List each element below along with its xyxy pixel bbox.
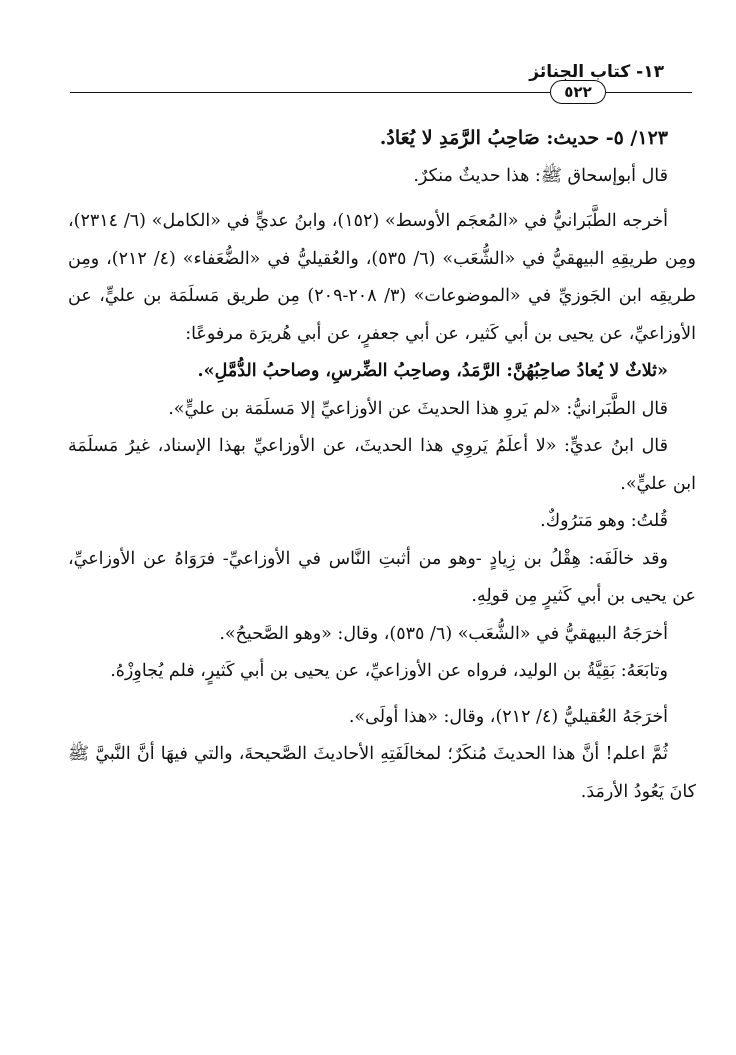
header-rule-right (606, 92, 692, 93)
header-rule-left (70, 92, 550, 93)
paragraph-conclusion: ثُمَّ اعلم! أنَّ هذا الحديثَ مُنكَرٌ؛ لمخالَفَتِهِ الأحاديثَ الصَّحيحةَ، والتي فيهَا أنَّ النَّبيَّ ﷺ كانَ يَعُودُ الأرمَدَ. (68, 744, 696, 802)
entry-title: ١٢٣/ ٥- حديث: صَاحِبُ الرَّمَدِ لا يُعَادُ. (379, 127, 668, 149)
paragraph-uqayli: أخرَجَهُ العُقيليُّ (٤/ ٢١٢)، وقال: «هذا أولَى». (348, 706, 668, 727)
paragraph-verdict: قال أبوإسحاق ﷺ: هذا حديثٌ منكرٌ. (413, 165, 668, 186)
page-header (0, 0, 736, 110)
chapter-title: ١٣- كتاب الجنائز (529, 62, 664, 82)
paragraph-bayhaqi: أخرَجَهُ البيهقيُّ في «الشُّعَب» (٦/ ٥٣٥)، وقال: «وهو الصَّحيحُ». (219, 623, 668, 644)
paragraph-ibn-adi: قال ابنُ عديٍّ: «لا أعلَمُ يَروِي هذا الحديثَ، عن الأوزاعيِّ بهذا الإسناد، غيرُ مَسلَمَة ابن عليٍّ». (68, 436, 696, 494)
page-body (68, 120, 696, 811)
paragraph-contradiction: وقد خالَفَه: هِقْلُ بن زِيادٍ -وهو من أثبتِ النَّاس في الأوزاعيِّ- فرَوَاهُ عن الأوزاعيِّ، عن يحيى بن أبي كَثيرٍ مِن قولِهِ. (68, 548, 696, 606)
page-number: ٥٢٢ (550, 80, 606, 104)
paragraph-follow-up: وتابَعَهُ: بَقِيَّةُ بن الوليد، فرواه عن الأوزاعيِّ، عن يحيى بن أبي كَثيرٍ، فلم يُجاوِزْهُ. (110, 661, 668, 681)
paragraph-note: قُلتُ: وهو مَترُوكٌ. (540, 511, 668, 531)
hadith-text: «ثلاثٌ لا يُعادُ صاحِبُهُنَّ: الرَّمَدُ، وصاحِبُ الضِّرسِ، وصاحبُ الدُّمَّلِ». (197, 361, 668, 381)
paragraph-sources: أخرجه الطَّبَرانيُّ في «المُعجَم الأوسط» (١٥٢)، وابنُ عديٍّ في «الكامل» (٦/ ٢٣١٤)، ومِن طريقِهِ البيهقيُّ في «الشُّعَب» (٦/ ٥٣٥)، والعُقيليُّ في «الضُّعَفاء» (٤/ ٢١٢)، ومِن طريقِه ابن الجَوزيِّ في «الموضوعات» (٣/ ٢٠٨-٢٠٩) مِن طريق مَسلَمَة بن عليٍّ، عن الأوزاعيِّ، عن يحيى بن أبي كَثير، عن أبي جعفرٍ، عن أبي هُريرَة مرفوعًا: (68, 211, 697, 344)
paragraph-tabarani: قال الطَّبَرانيُّ: «لم يَروِ هذا الحديثَ عن الأوزاعيِّ إلا مَسلَمَة بن عليٍّ». (168, 398, 668, 419)
